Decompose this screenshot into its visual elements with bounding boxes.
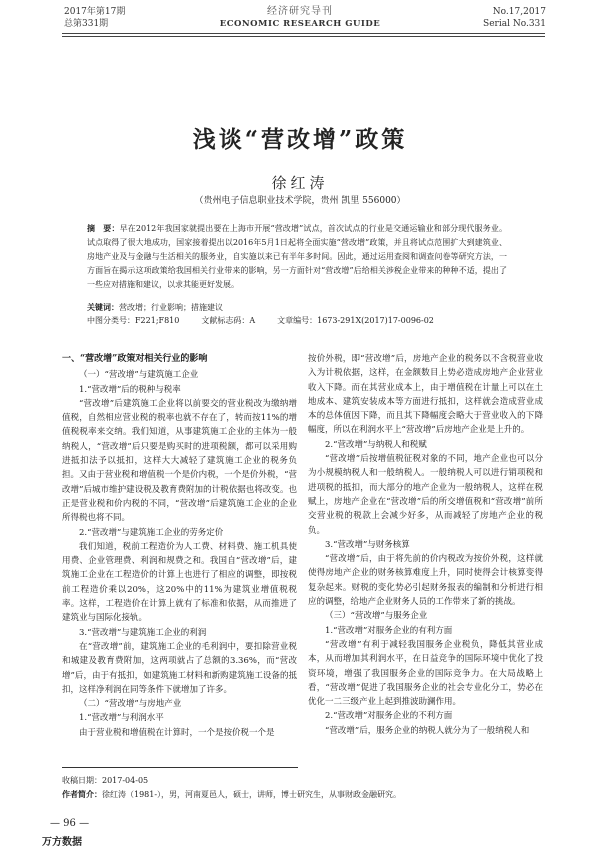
body-paragraph: “营改增”有利于减轻我国服务企业税负，降低其营业成本，从而增加其利润水平，在日益竞争的国际环境中优化了投资环境，增强了我国服务企业的国际竞争力。在大局战略上看，“营改增”促进了我国服务企业的社会专业化分工，势必在优化一二三级产业上起到推波助澜作用。 [308,639,543,708]
body-paragraph: “营改增”后按增值税征税对象的不同，地产企业也可以分为小规模纳税人和一般纳税人。一般纳税人可以进行销项税和进项税的抵扣，而大部分的地产企业为一般纳税人，这样在税赋上，房地产企业在“营改增”后的所交增值税和“营改增”前所交营业税的税款上会减少好多，从而减轻了房地产企业的税负。 [308,454,543,536]
watermark-text: 万方数据 [42,837,82,848]
sub-subsection-heading: 2.“营改增”与建筑施工企业的劳务定价 [79,527,224,538]
sub-subsection-heading: 1.“营改增”与利润水平 [79,713,164,724]
subsection-heading: （一）“营改增”与建筑施工企业 [79,370,199,381]
author-affiliation: （贵州电子信息职业技术学院，贵州 凯里 556000） [194,196,406,206]
clc-number: 中图分类号：F221;F810 [87,316,180,325]
sub-subsection-heading: 2.“营改增”对服务企业的不利方面 [325,711,453,722]
abstract [87,221,507,292]
bio-text: 徐红涛（1981-），男，河南夏邑人，硕士，讲师，博士研究生，从事财政金融研究。 [102,790,402,799]
author-name: 徐红涛 [271,174,329,192]
keywords-label: 关键词： [87,302,119,312]
body-paragraph: “营改增”后建筑施工企业将以前要交的营业税改为缴纳增值税，自然相应营业税的税率也就不存在了，转而按11%的增值税税率来交纳。我们知道，从事建筑施工企业的主体为一般纳税人，“营改增”后只要是购买时的进项税额，都可以采用购进抵扣法予以抵扣，这样大大减轻了建筑施工企业的税务负担。又由于营业税和增值税一个是价内税，一个是价外税，“营改增”后城市维护建设税及教育费附加的计税依据也将改变。也正是营业税和价内税的不同，“营改增”后建筑施工企业的企业所得税也将不同。 [62,398,297,524]
left-column [62,352,297,740]
footnote-rule [62,767,298,768]
header-rule-thin [62,36,545,37]
body-paragraph: 在“营改增”前，建筑施工企业的毛利润中，要扣除营业税和城建及教育费附加，这两项就占了总额的3.36%，而“营改增”后，由于有抵扣，如建筑施工材料和新购建筑施工设备的抵扣，这样净利润在同等条件下就增加了许多。 [62,641,297,695]
sub-subsection-heading: 3.“营改增”与财务核算 [325,539,410,550]
sub-subsection-heading: 2.“营改增”与纳税人和税赋 [325,439,427,450]
sub-subsection-heading: 3.“营改增”与建筑施工企业的利润 [79,627,207,638]
right-column [308,352,543,738]
issue-info-en: No.17,2017 Serial No.331 [483,7,546,29]
sub-subsection-heading: 1.“营改增”对服务企业的有利方面 [325,625,453,636]
abstract-label: 摘 要： [87,223,120,233]
header-rule [62,33,545,34]
keywords-text: 营改增；行业影响；措施建议 [119,303,223,312]
keywords [87,301,507,314]
body-paragraph: 我们知道，税前工程造价为人工费、材料费、施工机具使用费、企业管理费、利润和规费之和。我国自“营改增”后，建筑施工企业在工程造价的计算上也进行了相应的调整，即按税前工程造价乘以20%，这20%中的11%为建筑业增值税税率。这样，工程造价在计算上就有了标准和依据，从而推进了建筑业与国际化接轨。 [62,541,297,624]
abstract-text: 早在2012年我国家就提出要在上海市开展“营改增”试点，首次试点的行业是交通运输业和部分现代服务业。试点取得了很大地成功，国家接着提出以2016年5月1日起将全面实施“营改增”政策，并且将试点范围扩大到建筑业、房地产业及与金融与生活相关的服务业，自实施以来已有半年多时间。因此，通过运用查阅和调查问卷等研究方法，一方面旨在揭示这项政策给我国相关行业带来的影响，另一方面针对“营改增”后给相关涉税企业带来的种种不适，提出了一些应对措施和建议，以求其能更好发展。 [87,224,508,289]
section-heading: 一、“营改增”政策对相关行业的影响 [62,354,208,364]
subsection-heading: （三）“营改增”与服务企业 [325,611,428,622]
issue-info: 2017年第17期 总第331期 [64,7,126,29]
received-date: 收稿日期：2017-04-05 [62,776,149,785]
author-bio [62,788,542,801]
classification-line [87,314,507,327]
body-paragraph: 按价外税，即“营改增”后，房地产企业的税务以不含税营业收入为计税依据，这样，在金额数目上势必造成房地产企业营业收入下降。而在其营业成本上，由于增值税在计量上可以在土地成本、建筑安装成本等方面进行抵扣，这样就会造成营业成本的总体值因下降，而且其下降幅度会略大于营业收入的下降幅度，所以在利润水平上“营改增”后房地产企业是上升的。 [308,354,543,436]
body-paragraph: “营改增”后，服务企业的纳税人就分为了一般纳税人和 [325,725,530,736]
page-number: — 96 — [50,818,90,829]
journal-name: 经济研究导刊 ECONOMIC RESEARCH GUIDE [219,6,381,29]
document-code: 文献标志码：A [201,316,256,325]
article-number: 文章编号：1673-291X(2017)17-0096-02 [277,316,434,325]
article-title: 浅谈“营改增”政策 [192,126,408,153]
bio-label: 作者简介： [62,789,102,799]
sub-subsection-heading: 1.“营改增”后的税种与税率 [79,384,181,395]
body-paragraph: 由于营业税和增值税在计算时，一个是按价税一个是 [79,727,275,738]
subsection-heading: （二）“营改增”与房地产业 [79,699,182,710]
body-paragraph: “营改增”后，由于将先前的价内税改为按价外税，这样就使得房地产企业的财务核算难度上升，同时使得会计核算变得复杂起来。财税的变化势必引起财务报表的编制和分析进行相应的调整，给地产企业财务人员的工作带来了新的挑战。 [308,554,543,608]
